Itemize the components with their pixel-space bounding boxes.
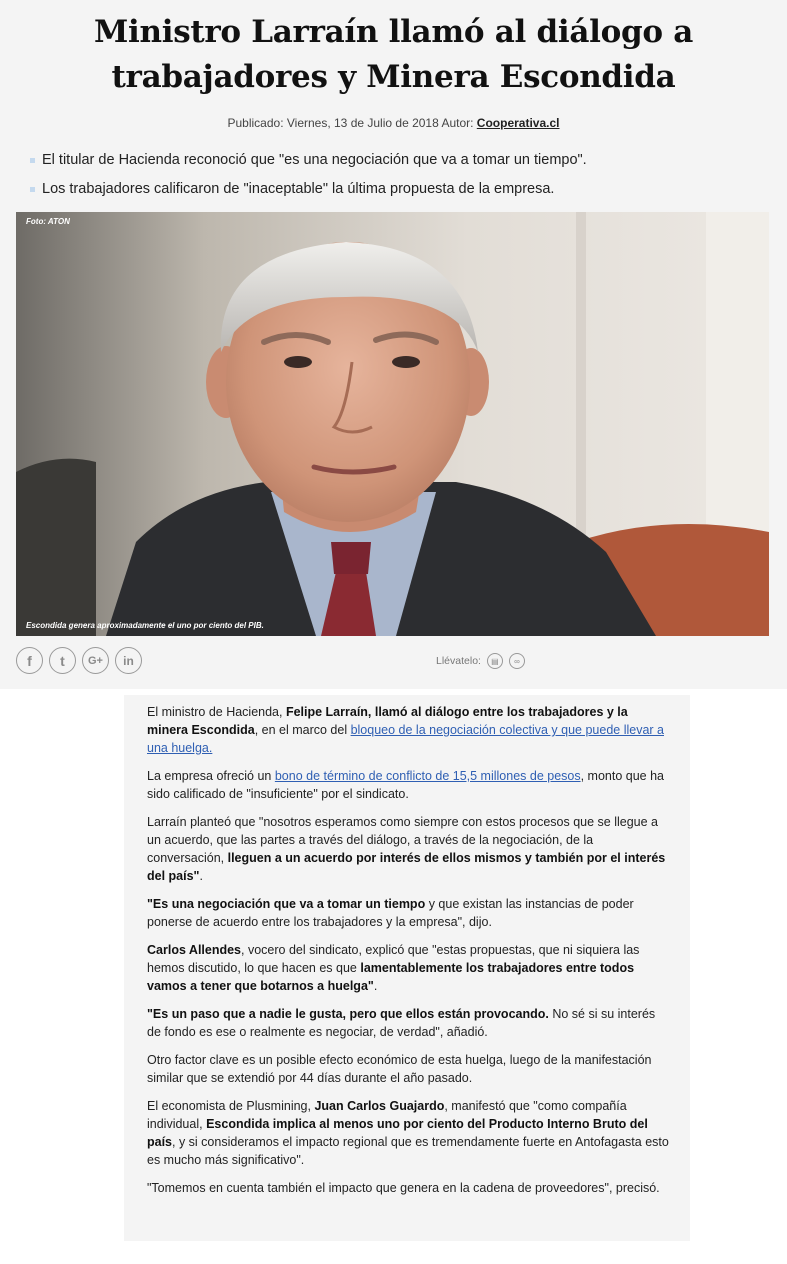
article-meta xyxy=(0,116,787,130)
llevatelo-label: Llévatelo: xyxy=(436,655,481,667)
photo-caption: Escondida genera aproximadamente el uno por ciento del PIB. xyxy=(26,621,264,630)
paragraph: Carlos Allendes, vocero del sindicato, explicó que "estas propuestas, que ni siquiera las hemos discutido, lo que hacen es que lamentablemente los trabajadores entre todos vamos a tener que botarnos a huelga". xyxy=(147,943,640,993)
print-icon[interactable]: ▤ xyxy=(487,653,503,669)
linkedin-icon[interactable]: in xyxy=(115,647,142,674)
negotiation-link[interactable]: bloqueo de la negociación colectiva y que puede llevar a una huelga. xyxy=(147,723,664,755)
paragraph: "Es una negociación que va a tomar un tiempo y que existan las instancias de poder ponerse de acuerdo entre los trabajadores y la empresa", dijo. xyxy=(147,897,634,929)
bullet-square-icon xyxy=(30,187,35,192)
summary-bullet: Los trabajadores calificaron de "inaceptable" la última propuesta de la empresa. xyxy=(30,175,787,204)
article-title: Ministro Larraín llamó al diálogo a trabajadores y Minera Escondida xyxy=(93,14,693,95)
paragraph: La empresa ofreció un bono de término de conflicto de 15,5 millones de pesos, monto que ha sido calificado de "insuficiente" por el sindicato. xyxy=(147,769,665,801)
twitter-icon[interactable]: t xyxy=(49,647,76,674)
author-link[interactable]: Cooperativa.cl xyxy=(476,116,560,130)
link-icon[interactable]: ∞ xyxy=(509,653,525,669)
bonus-link[interactable]: bono de término de conflicto de 15,5 millones de pesos xyxy=(274,769,581,783)
publish-info: Publicado: Viernes, 13 de Julio de 2018 Autor: xyxy=(227,116,477,130)
bullet-square-icon xyxy=(30,158,35,163)
summary-bullet: El titular de Hacienda reconoció que "es una negociación que va a tomar un tiempo". xyxy=(30,146,787,175)
llevatelo-tools xyxy=(436,653,525,669)
paragraph: El economista de Plusmining, Juan Carlos Guajardo, manifestó que "como compañía individual, Escondida implica al menos uno por ciento del Producto Interno Bruto del país, y si consideramos el impacto regional que es tremendamente fuerte en Antofagasta esto es mucho más significativo". xyxy=(147,1099,669,1167)
portrait-illustration xyxy=(16,212,769,636)
facebook-icon[interactable]: f xyxy=(16,647,43,674)
paragraph: El ministro de Hacienda, Felipe Larraín, llamó al diálogo entre los trabajadores y la minera Escondida, en el marco del bloqueo de la negociación colectiva y que puede llevar a una huelga. xyxy=(147,705,664,755)
article-body xyxy=(124,695,690,1241)
photo-credit: Foto: ATON xyxy=(26,217,70,226)
paragraph: "Es un paso que a nadie le gusta, pero que ellos están provocando. No sé si su interés de fondo es ese o realmente es negociar, de verdad", añadió. xyxy=(147,1007,656,1039)
summary-bullets xyxy=(0,146,787,204)
google-plus-icon[interactable]: G+ xyxy=(82,647,109,674)
share-buttons xyxy=(16,647,142,674)
paragraph: Otro factor clave es un posible efecto económico de esta huelga, luego de la manifestación similar que se extendió por 44 días durante el año pasado. xyxy=(147,1053,652,1085)
paragraph: Larraín planteó que "nosotros esperamos como siempre con estos procesos que se llegue a un acuerdo, que las partes a través del diálogo, a través de la negociación, de la conversación, lleguen a un acuerdo por interés de ellos mismos y también por el interés del país". xyxy=(147,815,666,883)
article-photo xyxy=(16,212,769,636)
paragraph: "Tomemos en cuenta también el impacto que genera en la cadena de proveedores", precisó. xyxy=(147,1181,660,1195)
